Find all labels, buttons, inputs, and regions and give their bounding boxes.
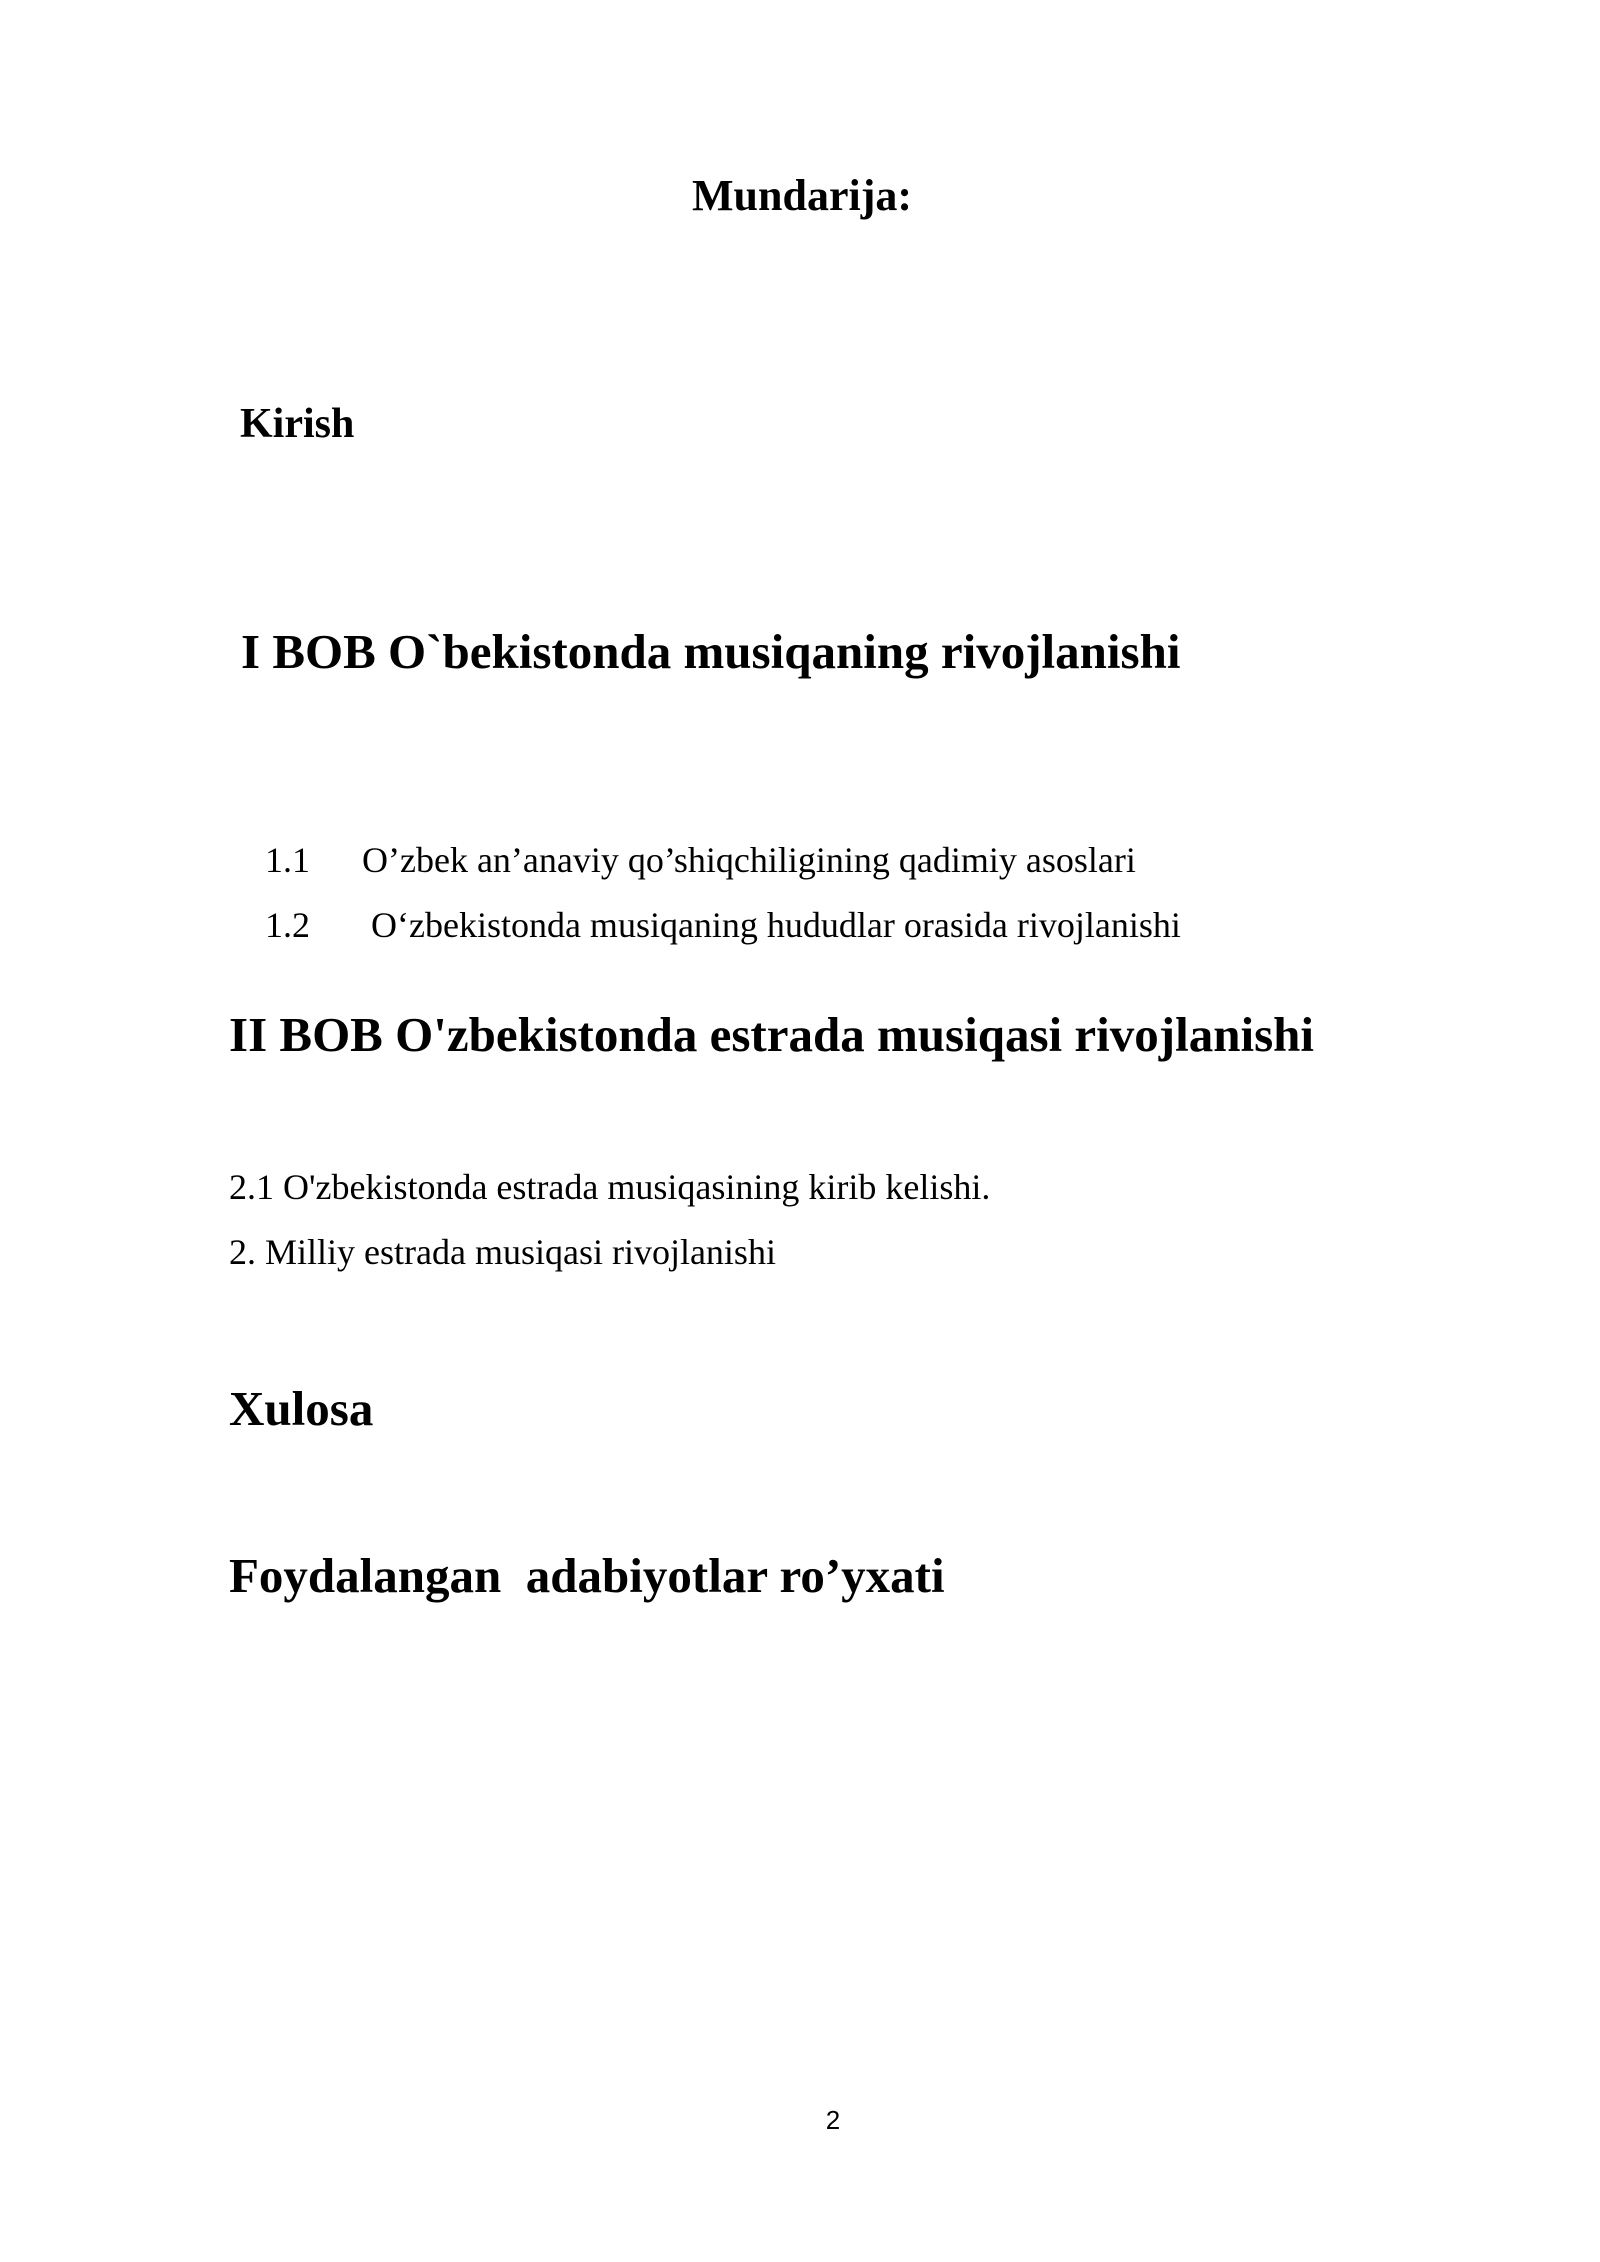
toc-item-text: O‘zbekistonda musiqaning hududlar orasida rivojlanishi [371,905,1181,945]
references-heading: Foydalangan adabiyotlar ro’yxati [229,1548,945,1603]
toc-item-number: 1.1 [265,840,310,880]
toc-item: 2.1 O'zbekistonda estrada musiqasining kirib kelishi. [229,1167,991,1207]
conclusion-heading: Xulosa [229,1381,374,1436]
intro-heading: Kirish [240,401,355,447]
toc-item-text: O’zbek an’anaviy qo’shiqchiligining qadimiy asoslari [362,840,1136,880]
contents-title-text: Mundarija: [692,171,912,220]
chapter1-heading: I BOB O`bekistonda musiqaning rivojlanishi [241,624,1181,679]
page-number [0,2104,1600,2136]
toc-item-number: 1.2 [265,905,310,945]
toc-item [229,856,1181,994]
toc-item: 2. Milliy estrada musiqasi rivojlanishi [229,1232,776,1272]
contents-title [0,168,1600,224]
page-number-text: 2 [825,2105,841,2135]
chapter2-heading: II BOB O'zbekistonda estrada musiqasi rivojlanishi [229,1007,1315,1062]
